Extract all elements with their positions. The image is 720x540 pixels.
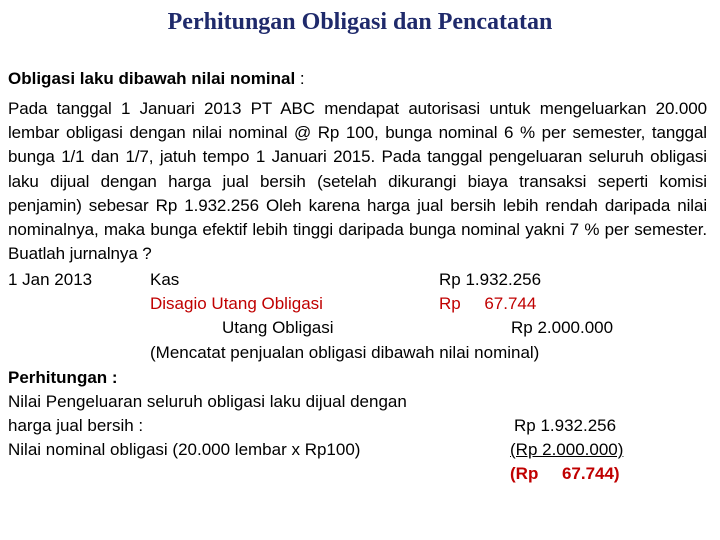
journal-date: 1 Jan 2013 bbox=[8, 270, 93, 289]
calculation-line-3-label: Nilai nominal obligasi (20.000 lembar x Rp100) bbox=[8, 440, 361, 459]
journal-amount-credit: Rp 2.000.000 bbox=[511, 318, 614, 337]
journal-account-debit-2: Disagio Utang Obligasi bbox=[150, 294, 323, 313]
section-heading bbox=[8, 68, 305, 90]
section-heading-text: Obligasi laku dibawah nilai nominal bbox=[8, 69, 296, 88]
journal-amount-debit-2: Rp 67.744 bbox=[439, 294, 537, 313]
problem-paragraph: Pada tanggal 1 Januari 2013 PT ABC mendapat autorisasi untuk mengeluarkan 20.000 lembar obligasi dengan nilai nominal @ Rp 100, bunga nominal 6 % per semester, tanggal bunga 1/1 dan 1/7, jatuh tempo 1 Januari 2015. Pada tanggal pengeluaran seluruh obligasi laku dijual dengan harga jual bersih (setelah dikurangi biaya transaksi seperti komisi penjamin) sebesar Rp 1.932.256 Oleh karena harga jual bersih lebih rendah daripada nilai nominalnya, maka bunga efektif lebih tinggi daripada bunga nominal yakni 7 % per semester. Buatlah jurnalnya ? bbox=[8, 99, 707, 264]
journal-account-credit: Utang Obligasi bbox=[222, 318, 334, 337]
calculation-line-3-value: (Rp 2.000.000) bbox=[510, 440, 624, 459]
section-heading-colon: : bbox=[295, 69, 305, 88]
journal-note: (Mencatat penjualan obligasi dibawah nilai nominal) bbox=[150, 343, 540, 362]
calculation-line-2-label: harga jual bersih : bbox=[8, 416, 144, 435]
calculation-result-value: (Rp 67.744) bbox=[510, 464, 620, 483]
journal-account-debit-1: Kas bbox=[150, 270, 180, 289]
calculation-heading: Perhitungan : bbox=[8, 368, 118, 387]
page-title: Perhitungan Obligasi dan Pencatatan bbox=[167, 9, 553, 35]
calculation-line-1: Nilai Pengeluaran seluruh obligasi laku dijual dengan bbox=[8, 392, 407, 411]
calculation-line-2-value: Rp 1.932.256 bbox=[514, 416, 617, 435]
journal-amount-debit-1: Rp 1.932.256 bbox=[439, 270, 542, 289]
